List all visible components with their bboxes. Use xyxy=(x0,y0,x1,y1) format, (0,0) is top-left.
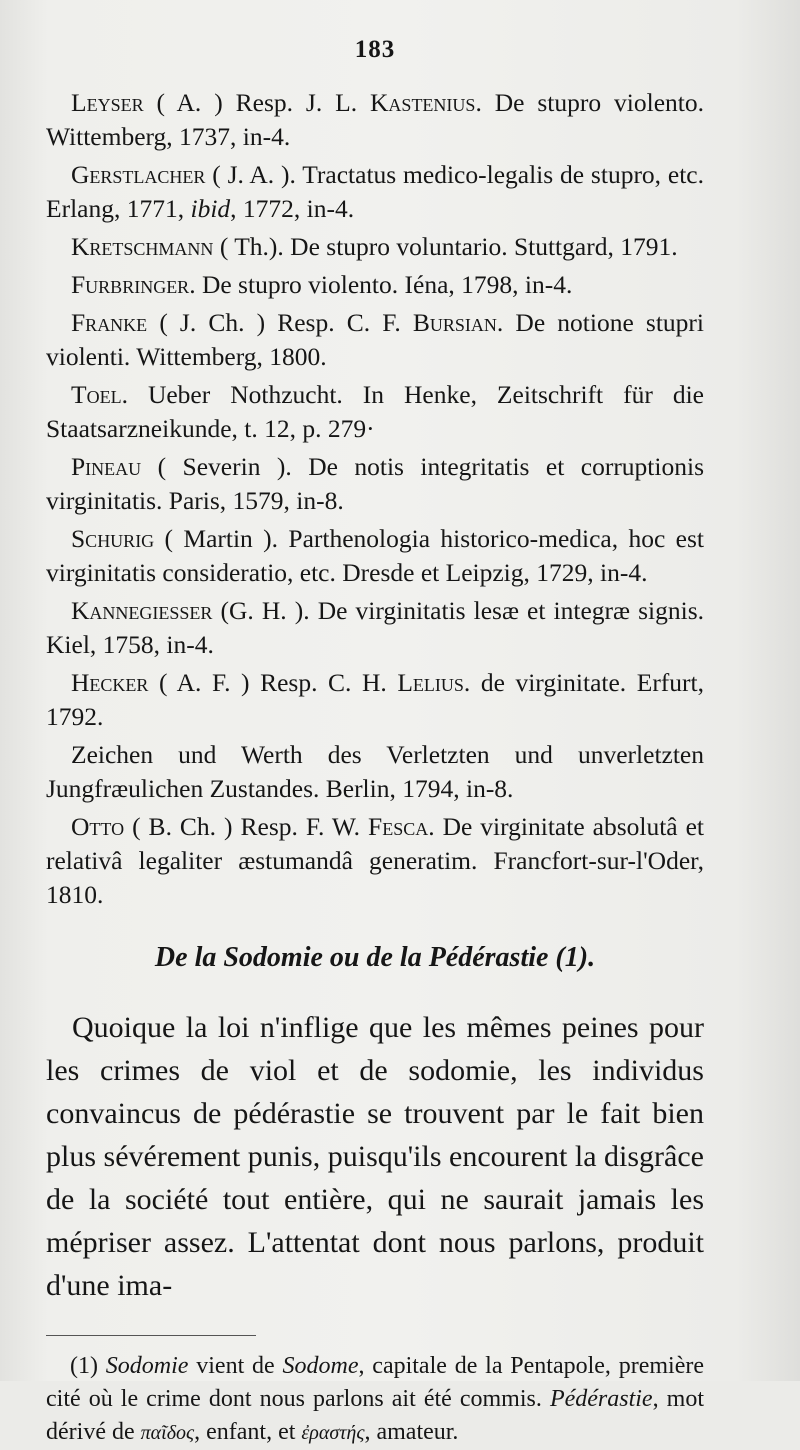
author-name: Bursian xyxy=(412,308,497,337)
footnote xyxy=(46,1350,704,1450)
entry-text: Zeichen und Werth des Verletzten und unverletzten Jungfræulichen Zustandes. Berlin, 1794, in-8. xyxy=(46,740,704,803)
footnote-term: Sodomie xyxy=(105,1353,189,1379)
author-name: Kannegiesser xyxy=(71,596,213,625)
bibliography-entry xyxy=(46,594,704,662)
bibliography-entry xyxy=(46,666,704,734)
footnote-term: Pédérastie xyxy=(549,1386,653,1412)
entry-text: ( J. A. ). Tractatus medico-legalis de stupro, etc. Erlang, 1771, xyxy=(46,160,704,223)
entry-text: ( Martin ). Parthenologia historico-medica, hoc est virginitatis consideratio, etc. Dresde et Leipzig, 1729, in-4. xyxy=(46,524,704,587)
footnote-text: , capitale de la Pentapole, première cité où le crime dont nous parlons ait été commis. xyxy=(46,1353,704,1412)
entry-text: . Ueber Nothzucht. In Henke, Zeitschrift für die Staatsarzneikunde, t. 12, p. 279· xyxy=(46,380,704,443)
entry-text: . De stupro violento. Iéna, 1798, in-4. xyxy=(189,270,573,299)
entry-text: . de virginitate. Erfurt, 1792. xyxy=(46,668,705,731)
footnote-term: Sodome xyxy=(282,1353,359,1379)
bibliography-entry xyxy=(46,810,704,912)
author-name: Leyser xyxy=(71,88,144,117)
author-name: Lelius xyxy=(397,668,464,697)
author-name: Schurig xyxy=(71,524,155,553)
footnote-text: vient de xyxy=(188,1353,283,1379)
bibliography-entry xyxy=(46,522,704,590)
bibliography-entry xyxy=(46,738,704,806)
author-name: Kretschmann xyxy=(71,232,214,261)
author-name: Franke xyxy=(71,308,148,337)
footnote-marker: (1) xyxy=(70,1353,98,1379)
footnote-text: , amateur. xyxy=(364,1419,459,1445)
entry-text: (G. H. ). De virginitatis lesæ et integræ signis. Kiel, 1758, in-4. xyxy=(46,596,704,659)
entry-text: . De stupro violento. Wittemberg, 1737, in-4. xyxy=(46,88,704,151)
bibliography-list xyxy=(46,86,704,912)
footnote-text: , mot dérivé de xyxy=(46,1386,704,1445)
entry-text: , 1772, in-4. xyxy=(230,194,355,223)
bibliography-entry xyxy=(46,306,704,374)
entry-text: ( A. F. ) Resp. C. H. xyxy=(148,668,398,697)
entry-text: ( B. Ch. ) Resp. F. W. xyxy=(124,812,369,841)
entry-text: . De virginitate absolutâ et relativâ legaliter æstumandâ generatim. Francfort-sur-l'Oder, 1810. xyxy=(46,812,704,909)
bibliography-entry xyxy=(46,268,704,302)
bibliography-entry xyxy=(46,450,704,518)
italic-term: ibid xyxy=(190,194,231,223)
bibliography-entry xyxy=(46,86,704,154)
author-name: Furbringer xyxy=(71,270,190,299)
entry-text: ( A. ) Resp. J. L. xyxy=(143,88,371,117)
footnote-greek-word: ἐραστής xyxy=(301,1422,365,1444)
entry-text: ( Severin ). De notis integritatis et corruptionis virginitatis. Paris, 1579, in-8. xyxy=(46,452,704,515)
page-number: 183 xyxy=(354,36,396,63)
author-name: Hecker xyxy=(71,668,149,697)
bibliography-entry xyxy=(46,158,704,226)
footnote-text: , enfant, et xyxy=(194,1419,302,1445)
footnote-greek-word: παῖδος xyxy=(140,1422,195,1444)
bibliography-entry xyxy=(46,230,704,264)
author-name: Kastenius xyxy=(370,88,476,117)
body-paragraph: Quoique la loi n'inflige que les mêmes peines pour les crimes de viol et de sodomie, les individus convaincus de pédérastie se trouvent par le fait bien plus sévérement punis, puisqu'ils encourent la disgrâce de la société tout entière, qui ne saurait jamais les mépriser assez. L'attentat dont nous parlons, produit d'une ima- xyxy=(46,1011,704,1302)
entry-text: . De notione stupri violenti. Wittemberg, 1800. xyxy=(46,308,704,371)
section-title: De la Sodomie ou de la Pédérastie (1). xyxy=(154,942,596,973)
author-name: Otto xyxy=(71,812,125,841)
author-name: Gerstlacher xyxy=(71,160,206,189)
bibliography-entry xyxy=(46,378,704,446)
entry-text: ( J. Ch. ) Resp. C. F. xyxy=(147,308,413,337)
author-name: Toel xyxy=(71,380,122,409)
footnote-divider xyxy=(46,1335,256,1336)
entry-text: ( Th.). De stupro voluntario. Stuttgard, 1791. xyxy=(213,232,678,261)
author-name: Fesca xyxy=(368,812,429,841)
author-name: Pineau xyxy=(71,452,142,481)
